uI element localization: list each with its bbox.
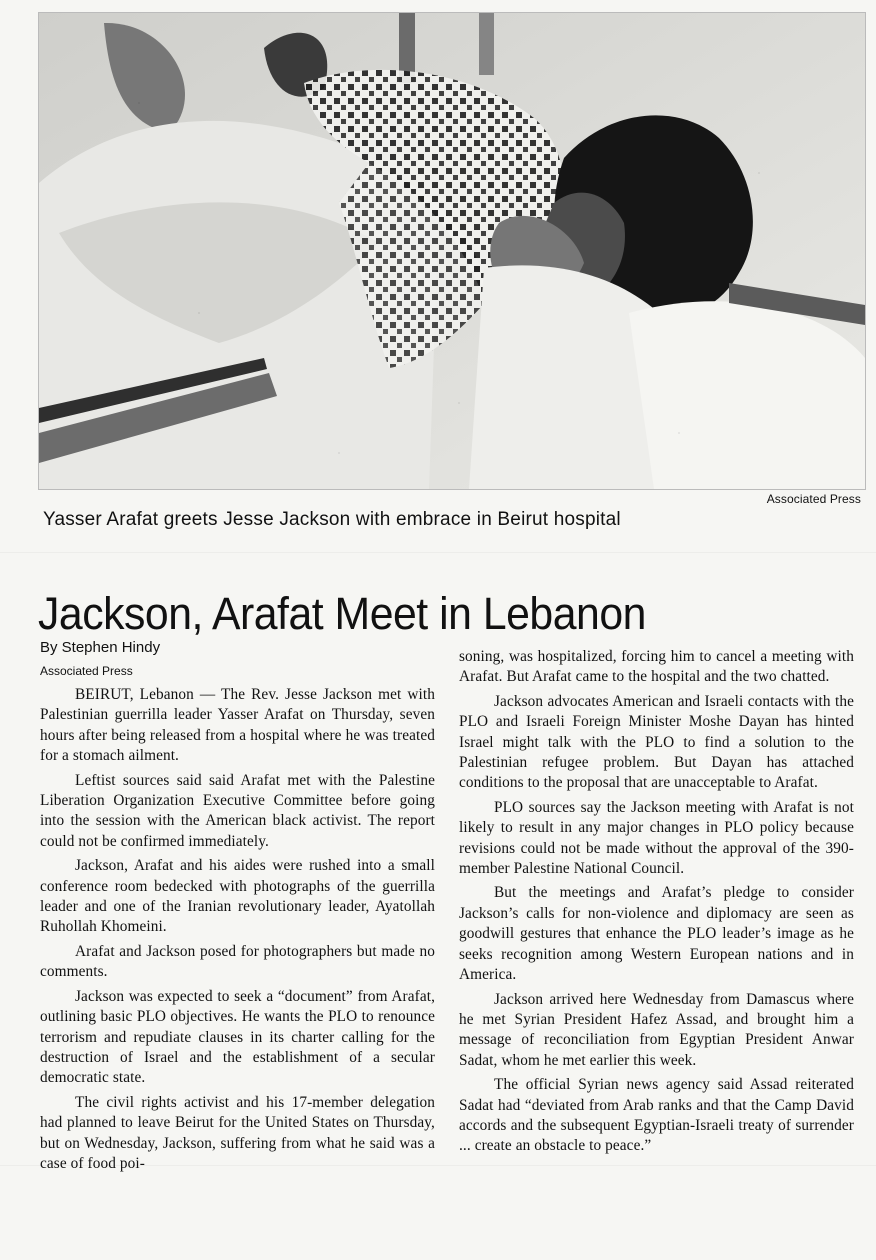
article-paragraph: PLO sources say the Jackson meeting with Arafat is not likely to result in any major changes in PLO policy because revisions could not be made without the approval of the 390-member Palestine National Council. [459, 798, 854, 878]
article-paragraph: Arafat and Jackson posed for photographers but made no comments. [40, 942, 435, 981]
photo-credit: Associated Press [766, 492, 861, 506]
article-column-left [40, 685, 435, 1178]
article-paragraph: But the meetings and Arafat’s pledge to consider Jackson’s calls for non-violence and diplomacy are seen as goodwill gestures that enhance the PLO leader’s image as he seeks recognition among Western European nations and in America. [459, 884, 854, 984]
news-photo [38, 12, 866, 490]
byline: By Stephen Hindy [40, 639, 161, 656]
article-paragraph: Jackson was expected to seek a “document” from Arafat, outlining basic PLO objectives. He wants the PLO to renounce terrorism and repudiate clauses in its charter calling for the destruction of Israel and the establishment of a secular democratic state. [40, 987, 435, 1087]
article-headline: Jackson, Arafat Meet in Lebanon [38, 588, 646, 640]
embrace-photo-illustration [39, 13, 865, 489]
photo-caption: Yasser Arafat greets Jesse Jackson with embrace in Beirut hospital [43, 509, 621, 530]
article-paragraph: Jackson, Arafat and his aides were rushed into a small conference room bedecked with photographs of the guerrilla leader and one of the Iranian revolutionary leader, Ayatollah Ruhollah Khomeini. [40, 857, 435, 936]
article-paragraph: BEIRUT, Lebanon — The Rev. Jesse Jackson met with Palestinian guerrilla leader Yasser Arafat on Thursday, seven hours after being released from a hospital where he was treated for a stomach ailment. [40, 686, 435, 765]
article-paragraph: Leftist sources said said Arafat met with the Palestine Liberation Organization Executive Committee before going into the session with the American black activist. The report could not be confirmed immediately. [40, 771, 435, 850]
paper-fold-line [0, 552, 876, 553]
wire-service: Associated Press [40, 664, 133, 678]
paper-fold-line [0, 1165, 876, 1166]
article-paragraph: Jackson arrived here Wednesday from Damascus where he met Syrian President Hafez Assad, and brought him a message of reconciliation from Egyptian President Anwar Sadat, whom he met earlier this week. [459, 990, 854, 1069]
article-paragraph: The civil rights activist and his 17-member delegation had planned to leave Beirut for the United States on Thursday, but on Wednesday, Jackson, suffering from what he said was a case of food poi- [40, 1093, 435, 1172]
article-paragraph: Jackson advocates American and Israeli contacts with the PLO and Israeli Foreign Minister Moshe Dayan has hinted Israel might talk with the PLO to find a solution to the Palestinian refugee problem. But Dayan has attached conditions to the proposal that are unacceptable to Arafat. [459, 692, 854, 792]
article-column-right [459, 647, 854, 1161]
article-continuation: soning, was hospitalized, forcing him to cancel a meeting with Arafat. But Arafat came to the hospital and the two chatted. [459, 648, 854, 686]
article-paragraph: The official Syrian news agency said Assad reiterated Sadat had “deviated from Arab ranks and that the Camp David accords and the subsequent Egyptian-Israeli treaty of surrender ... create an obstacle to peace.” [459, 1076, 854, 1155]
